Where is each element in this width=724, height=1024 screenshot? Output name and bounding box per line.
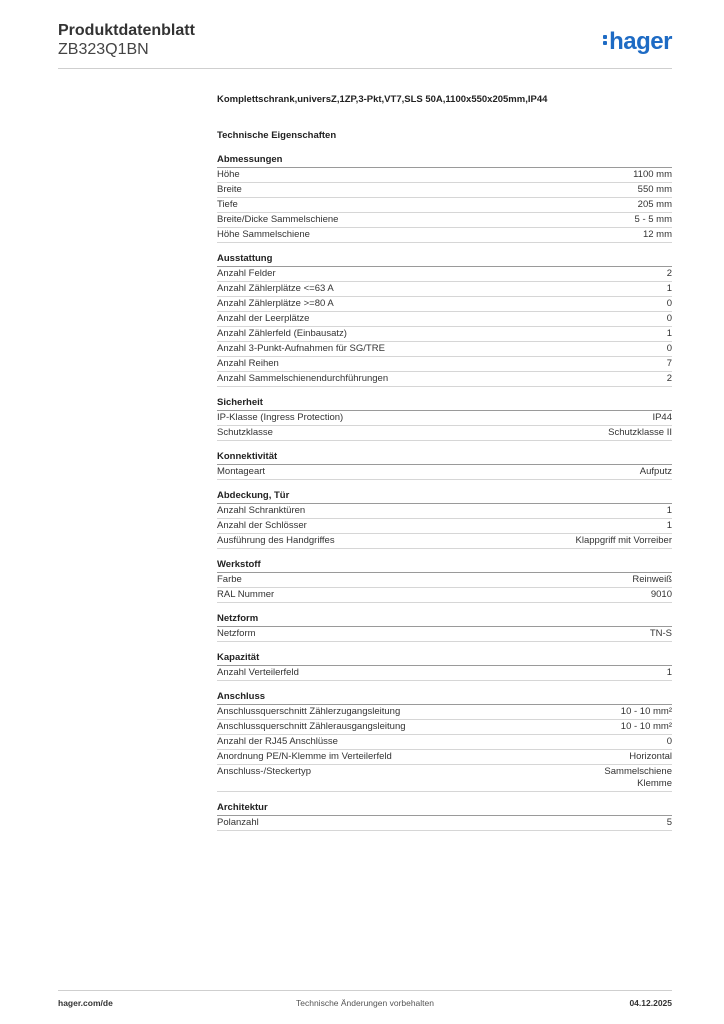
footer-date: 04.12.2025	[629, 998, 672, 1008]
document-title: Produktdatenblatt	[58, 22, 195, 39]
property-row	[217, 426, 672, 441]
group-title: Netzform	[217, 612, 672, 627]
property-label: Anschlussquerschnitt Zählerausgangsleitung	[217, 721, 406, 732]
property-row	[217, 372, 672, 387]
footer-website-link[interactable]: hager.com/de	[58, 998, 113, 1008]
property-group	[217, 252, 672, 387]
property-value: 10 - 10 mm²	[620, 706, 672, 717]
property-value: 2	[666, 268, 672, 279]
datasheet-content	[217, 94, 672, 840]
property-row	[217, 465, 672, 480]
property-groups	[217, 153, 672, 831]
property-row	[217, 168, 672, 183]
property-row	[217, 534, 672, 549]
property-group	[217, 651, 672, 681]
group-title: Architektur	[217, 801, 672, 816]
property-label: Breite/Dicke Sammelschiene	[217, 214, 339, 225]
property-group	[217, 612, 672, 642]
property-label: Polanzahl	[217, 817, 259, 828]
property-value: 9010	[650, 589, 672, 600]
property-value: 1100 mm	[633, 169, 672, 180]
property-value: 5 - 5 mm	[634, 214, 672, 225]
property-label: IP-Klasse (Ingress Protection)	[217, 412, 344, 423]
product-code: ZB323Q1BN	[58, 41, 149, 58]
property-label: Schutzklasse	[217, 427, 273, 438]
property-row	[217, 750, 672, 765]
footer-note: Technische Änderungen vorbehalten	[296, 998, 434, 1008]
header-divider	[58, 68, 672, 69]
property-label: Ausführung des Handgriffes	[217, 535, 335, 546]
logo-text: hager	[609, 28, 672, 55]
property-label: Anschlussquerschnitt Zählerzugangsleitung	[217, 706, 401, 717]
property-group	[217, 396, 672, 441]
property-label: Höhe Sammelschiene	[217, 229, 310, 240]
property-label: Anzahl Zählerplätze >=80 A	[217, 298, 334, 309]
property-label: Farbe	[217, 574, 242, 585]
property-value: 7	[666, 358, 672, 369]
property-label: Anzahl der Leerplätze	[217, 313, 310, 324]
property-value: 0	[666, 298, 672, 309]
property-value: 1	[666, 667, 672, 678]
property-label: Anzahl der Schlösser	[217, 520, 307, 531]
property-row	[217, 198, 672, 213]
property-label: RAL Nummer	[217, 589, 275, 600]
property-row	[217, 297, 672, 312]
property-row	[217, 588, 672, 603]
footer-divider	[58, 990, 672, 991]
property-label: Höhe	[217, 169, 240, 180]
property-row	[217, 666, 672, 681]
logo-dots-icon	[603, 33, 607, 47]
group-title: Werkstoff	[217, 558, 672, 573]
property-row	[217, 282, 672, 297]
group-title: Kapazität	[217, 651, 672, 666]
page-header	[58, 20, 672, 70]
property-value: 5	[666, 817, 672, 828]
property-row	[217, 519, 672, 534]
property-label: Anzahl Felder	[217, 268, 276, 279]
property-label: Anordnung PE/N-Klemme im Verteilerfeld	[217, 751, 392, 762]
group-title: Sicherheit	[217, 396, 672, 411]
property-value: Horizontal	[629, 751, 672, 762]
property-label: Anzahl Reihen	[217, 358, 279, 369]
property-row	[217, 705, 672, 720]
property-row	[217, 816, 672, 831]
property-group	[217, 489, 672, 549]
property-row	[217, 735, 672, 750]
property-row	[217, 342, 672, 357]
group-title: Ausstattung	[217, 252, 672, 267]
group-title: Anschluss	[217, 690, 672, 705]
property-group	[217, 153, 672, 243]
property-value: 0	[666, 313, 672, 324]
section-heading: Technische Eigenschaften	[217, 130, 337, 141]
property-value: 2	[666, 373, 672, 384]
property-label: Breite	[217, 184, 242, 195]
property-label: Tiefe	[217, 199, 238, 210]
property-label: Montageart	[217, 466, 266, 477]
property-row	[217, 765, 672, 792]
property-group	[217, 558, 672, 603]
property-value: 1	[666, 328, 672, 339]
property-label: Anzahl Verteilerfeld	[217, 667, 299, 678]
property-label: Anzahl 3-Punkt-Aufnahmen für SG/TRE	[217, 343, 385, 354]
property-label: Anzahl der RJ45 Anschlüsse	[217, 736, 338, 747]
property-value: 10 - 10 mm²	[620, 721, 672, 732]
property-row	[217, 573, 672, 588]
property-value: 0	[666, 343, 672, 354]
property-label: Anzahl Sammelschienendurchführungen	[217, 373, 389, 384]
property-row	[217, 357, 672, 372]
property-row	[217, 327, 672, 342]
property-label: Anzahl Zählerfeld (Einbausatz)	[217, 328, 347, 339]
property-label: Anzahl Zählerplätze <=63 A	[217, 283, 334, 294]
property-row	[217, 267, 672, 282]
group-title: Abdeckung, Tür	[217, 489, 672, 504]
property-value: Schutzklasse II	[608, 427, 672, 438]
property-value: TN-S	[649, 628, 672, 639]
property-group	[217, 690, 672, 792]
property-row	[217, 228, 672, 243]
property-label: Netzform	[217, 628, 256, 639]
product-description: Komplettschrank,universZ,1ZP,3-Pkt,VT7,SLS 50A,1100x550x205mm,IP44	[217, 94, 548, 105]
property-row	[217, 720, 672, 735]
property-row	[217, 627, 672, 642]
property-value: IP44	[652, 412, 672, 423]
property-label: Anzahl Schranktüren	[217, 505, 306, 516]
property-value: 12 mm	[642, 229, 672, 240]
property-group	[217, 450, 672, 480]
property-value: 1	[666, 283, 672, 294]
property-row	[217, 312, 672, 327]
property-label: Anschluss-/Steckertyp	[217, 766, 311, 777]
property-value: 1	[666, 505, 672, 516]
hager-logo	[603, 28, 672, 56]
property-value: Klappgriff mit Vorreiber	[575, 535, 672, 546]
property-row	[217, 504, 672, 519]
property-value: 205 mm	[637, 199, 672, 210]
property-value: 1	[666, 520, 672, 531]
group-title: Abmessungen	[217, 153, 672, 168]
property-value: 0	[666, 736, 672, 747]
property-row	[217, 183, 672, 198]
property-value: Aufputz	[639, 466, 672, 477]
property-row	[217, 213, 672, 228]
property-row	[217, 411, 672, 426]
property-value: Reinweiß	[632, 574, 672, 585]
property-value: Sammelschiene Klemme	[604, 766, 672, 789]
property-group	[217, 801, 672, 831]
group-title: Konnektivität	[217, 450, 672, 465]
property-value: 550 mm	[637, 184, 672, 195]
